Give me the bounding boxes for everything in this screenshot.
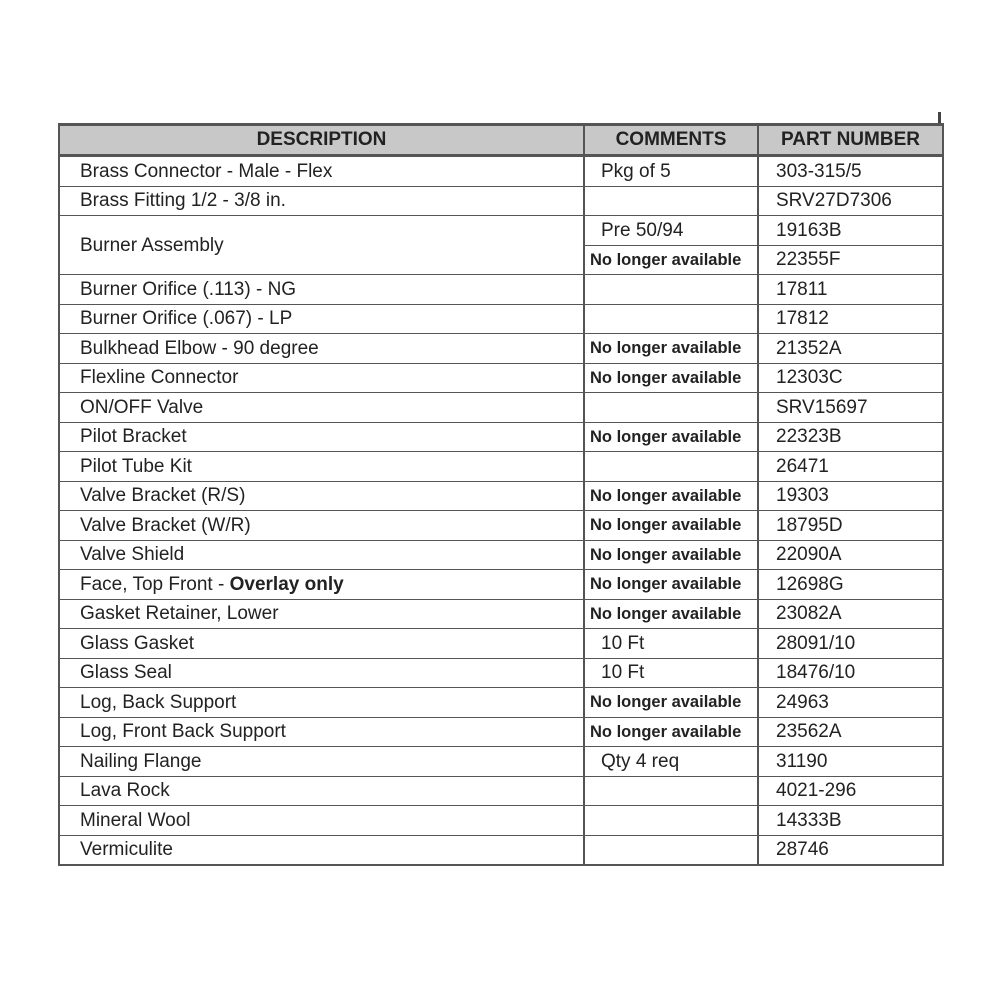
header-description: DESCRIPTION (59, 125, 584, 156)
comment-cell: Pre 50/94 (584, 216, 758, 246)
description-cell (59, 629, 584, 659)
part-number-cell: 22090A (758, 540, 943, 570)
table-row (59, 688, 943, 718)
comment-cell (584, 776, 758, 806)
table-row (59, 717, 943, 747)
comment-cell: 10 Ft (584, 629, 758, 659)
table-body (59, 156, 943, 866)
header-part-number: PART NUMBER (758, 125, 943, 156)
description-cell (59, 658, 584, 688)
description-cell (59, 747, 584, 777)
table-row (59, 156, 943, 187)
table-row (59, 599, 943, 629)
comment-cell (584, 275, 758, 305)
description-text: Valve Shield (80, 544, 185, 566)
description-cell (59, 806, 584, 836)
description-cell (59, 363, 584, 393)
part-number-cell: 22323B (758, 422, 943, 452)
part-number-cell: 17812 (758, 304, 943, 334)
description-cell (59, 688, 584, 718)
table-row (59, 334, 943, 364)
description-text: Pilot Tube Kit (80, 455, 192, 477)
part-number-cell: 19163B (758, 216, 943, 246)
description-text: Gasket Retainer, Lower (80, 603, 279, 625)
part-number-cell: 21352A (758, 334, 943, 364)
description-text: Log, Back Support (80, 691, 237, 713)
description-cell (59, 156, 584, 187)
description-cell (59, 393, 584, 423)
part-number-cell: 23082A (758, 599, 943, 629)
part-number-cell: 19303 (758, 481, 943, 511)
table-row (59, 835, 943, 865)
table-row (59, 216, 943, 246)
table-row (59, 452, 943, 482)
part-number-cell: 26471 (758, 452, 943, 482)
comment-cell: Qty 4 req (584, 747, 758, 777)
description-cell (59, 511, 584, 541)
comment-cell: No longer available (584, 511, 758, 541)
comment-cell: No longer available (584, 481, 758, 511)
part-number-cell: 28746 (758, 835, 943, 865)
description-cell (59, 776, 584, 806)
description-text: Burner Orifice (.067) - LP (80, 308, 293, 330)
part-number-cell: SRV27D7306 (758, 186, 943, 216)
comment-cell: No longer available (584, 599, 758, 629)
comment-cell: No longer available (584, 688, 758, 718)
comment-cell (584, 806, 758, 836)
part-number-cell: 4021-296 (758, 776, 943, 806)
table-row (59, 806, 943, 836)
table-row (59, 186, 943, 216)
comment-cell: No longer available (584, 363, 758, 393)
table-row (59, 422, 943, 452)
description-cell (59, 275, 584, 305)
comment-cell (584, 835, 758, 865)
comment-cell: 10 Ft (584, 658, 758, 688)
description-cell (59, 717, 584, 747)
comment-cell: No longer available (584, 570, 758, 600)
description-text: Pilot Bracket (80, 426, 187, 448)
description-text: Brass Connector - Male - Flex (80, 160, 333, 182)
comment-cell (584, 393, 758, 423)
description-text: Burner Assembly (80, 234, 224, 256)
description-cell (59, 540, 584, 570)
part-number-cell: 22355F (758, 245, 943, 275)
header-row (59, 125, 943, 156)
header-comments: COMMENTS (584, 125, 758, 156)
part-number-cell: SRV15697 (758, 393, 943, 423)
description-cell (59, 186, 584, 216)
description-text: Glass Seal (80, 662, 172, 684)
comment-cell: No longer available (584, 334, 758, 364)
description-cell (59, 216, 584, 275)
description-cell (59, 304, 584, 334)
table-row (59, 275, 943, 305)
description-text: Vermiculite (80, 839, 173, 861)
parts-table (58, 123, 944, 866)
comment-cell: Pkg of 5 (584, 156, 758, 187)
table-row (59, 570, 943, 600)
description-text: Bulkhead Elbow - 90 degree (80, 337, 319, 359)
part-number-cell: 18795D (758, 511, 943, 541)
description-text: Log, Front Back Support (80, 721, 286, 743)
comment-cell: No longer available (584, 540, 758, 570)
description-text: Flexline Connector (80, 367, 239, 389)
table-row (59, 629, 943, 659)
description-cell (59, 835, 584, 865)
part-number-cell: 14333B (758, 806, 943, 836)
table-row (59, 363, 943, 393)
table-row (59, 511, 943, 541)
part-number-cell: 28091/10 (758, 629, 943, 659)
description-text: Lava Rock (80, 780, 170, 802)
part-number-cell: 18476/10 (758, 658, 943, 688)
part-number-cell: 12698G (758, 570, 943, 600)
comment-cell (584, 452, 758, 482)
table-row (59, 776, 943, 806)
description-text: Valve Bracket (W/R) (80, 514, 251, 536)
part-number-cell: 12303C (758, 363, 943, 393)
description-text: Brass Fitting 1/2 - 3/8 in. (80, 190, 286, 212)
description-cell (59, 334, 584, 364)
table-row (59, 393, 943, 423)
part-number-cell: 31190 (758, 747, 943, 777)
description-cell (59, 481, 584, 511)
part-number-cell: 303-315/5 (758, 156, 943, 187)
table-row (59, 747, 943, 777)
comment-cell (584, 186, 758, 216)
comment-cell: No longer available (584, 422, 758, 452)
comment-cell (584, 304, 758, 334)
comment-cell: No longer available (584, 245, 758, 275)
description-cell (59, 422, 584, 452)
table-row (59, 540, 943, 570)
table-row (59, 481, 943, 511)
description-text: Mineral Wool (80, 809, 191, 831)
description-text: Glass Gasket (80, 632, 195, 654)
part-number-cell: 17811 (758, 275, 943, 305)
table-row (59, 304, 943, 334)
description-text: Burner Orifice (.113) - NG (80, 278, 297, 300)
description-text: ON/OFF Valve (80, 396, 204, 418)
description-cell (59, 452, 584, 482)
description-bold-text: Overlay only (229, 573, 344, 595)
description-cell (59, 570, 584, 600)
description-text: Valve Bracket (R/S) (80, 485, 246, 507)
part-number-cell: 24963 (758, 688, 943, 718)
table-row (59, 658, 943, 688)
description-cell (59, 599, 584, 629)
description-text: Face, Top Front - (80, 573, 230, 595)
description-text: Nailing Flange (80, 750, 202, 772)
comment-cell: No longer available (584, 717, 758, 747)
part-number-cell: 23562A (758, 717, 943, 747)
